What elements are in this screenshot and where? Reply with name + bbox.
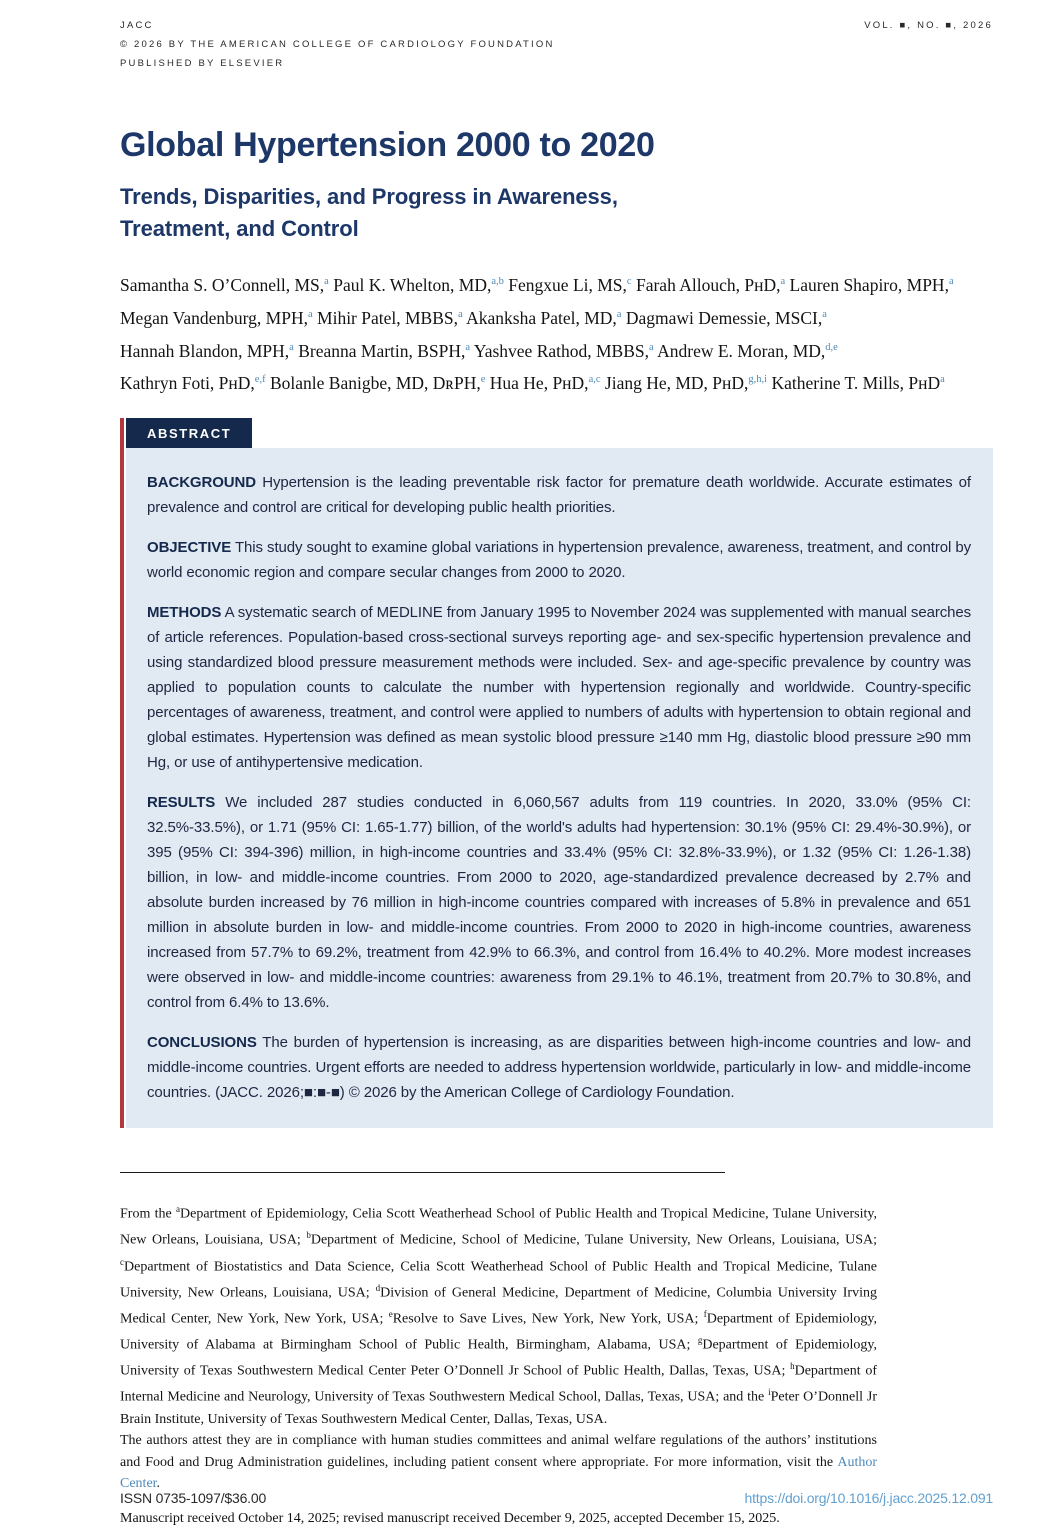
author-center-link[interactable]: Author Center	[120, 1454, 877, 1492]
affiliation-superscript: c	[626, 276, 632, 287]
subtitle-line: Treatment, and Control	[120, 216, 359, 241]
affiliation-superscript: f	[703, 1308, 707, 1319]
affiliation-superscript: g,h,i	[748, 374, 768, 386]
affiliation-superscript: a	[649, 341, 654, 353]
affiliation-superscript: a	[940, 374, 945, 386]
abstract-section-keyword: RESULTS	[147, 794, 216, 812]
author-line: Kathryn Foti, PʜD,$^{e,f}$ Bolanle Banigbe, MD, DʀPH,$^e$ Hua He, PʜD,$^{a,c}$ Jiang He, MD, PʜD,$^{g,h,i}$ Katherine T. Mills, PʜD$^a$	[120, 373, 945, 394]
author-line: Samantha S. O’Connell, MS,$^a$ Paul K. Whelton, MD,$^{a,b}$ Fengxue Li, MS,$^c$ Farah Allouch, PʜD,$^a$ Lauren Shapiro, MPH,$^a$	[120, 274, 954, 295]
abstract-section	[120, 418, 993, 1128]
affiliation-superscript: a	[176, 1204, 180, 1215]
abstract-paragraph-conclusions: CONCLUSIONS The burden of hypertension is increasing, as are disparities between high-income countries and low- and middle-income countries. Urgent efforts are needed to address hypertension worldwide, particularly in low- and middle-income countries. (JACC. 2026;■:■-■) © 2026 by the American College of Cardiology Foundation.	[147, 1034, 971, 1102]
affiliation-superscript: e,f	[254, 374, 266, 386]
footnotes	[120, 1199, 877, 1494]
article-title: Global Hypertension 2000 to 2020	[120, 126, 655, 164]
affiliation-superscript: a,c	[588, 374, 601, 386]
affiliation-superscript: a	[289, 341, 294, 353]
affiliation-superscript: c	[120, 1256, 124, 1267]
abstract-body	[126, 448, 993, 1128]
doi-container	[745, 1490, 993, 1506]
affiliation-superscript: b	[306, 1230, 311, 1241]
affiliations-paragraph: From the $^a$Department of Epidemiology, Celia Scott Weatherhead School of Public Health and Tropical Medicine, Tulane University, New Orleans, Louisiana, USA; $^b$Department of Medicine, School of Medicine, Tulane University, New Orleans, Louisiana, USA; $^c$Department of Biostatistics and Data Science, Celia Scott Weatherhead School of Public Health and Tropical Medicine, Tulane University, New Orleans, Louisiana, USA; $^d$Division of General Medicine, Department of Medicine, Columbia University Irving Medical Center, New York, New York, USA; $^e$Resolve to Save Lives, New York, New York, USA; $^f$Department of Epidemiology, University of Alabama at Birmingham School of Public Health, Birmingham, Alabama, USA; $^g$Department of Epidemiology, University of Texas Southwestern Medical Center Peter O’Donnell Jr School of Public Health, Dallas, Texas, USA; $^h$Department of Internal Medicine and Neurology, University of Texas Southwestern Medical School, Dallas, Texas, USA; and the $^i$Peter O’Donnell Jr Brain Institute, University of Texas Southwestern Medical Center, Dallas, Texas, USA.	[120, 1204, 878, 1427]
abstract-section-keyword: BACKGROUND	[147, 474, 256, 492]
subtitle-line: Trends, Disparities, and Progress in Awareness,	[120, 184, 618, 209]
affiliation-superscript: h	[790, 1361, 795, 1372]
abstract-paragraph-background: BACKGROUND Hypertension is the leading preventable risk factor for premature death worldwide. Accurate estimates of prevalence and control are critical for developing public health priorities.	[147, 474, 971, 517]
affiliation-superscript: d,e	[825, 341, 838, 353]
affiliation-superscript: a	[458, 308, 463, 320]
affiliation-superscript: a	[324, 276, 329, 287]
affiliation-superscript: a	[780, 276, 786, 287]
affiliation-superscript: e	[480, 374, 486, 386]
abstract-section-keyword: METHODS	[147, 604, 222, 622]
author-list	[120, 267, 993, 398]
journal-name: JACC	[120, 20, 154, 31]
affiliation-superscript: a	[616, 308, 622, 320]
affiliation-superscript: d	[375, 1282, 381, 1293]
article-subtitle	[120, 181, 993, 245]
affiliation-superscript: a	[948, 276, 954, 287]
issn-price: ISSN 0735-1097/$36.00	[120, 1490, 267, 1506]
affiliation-superscript: e	[388, 1308, 393, 1319]
copyright-line: © 2026 BY THE AMERICAN COLLEGE OF CARDIOLOGY FOUNDATION	[120, 39, 555, 50]
page-footer	[120, 1490, 993, 1506]
author-line: Hannah Blandon, MPH,$^a$ Breanna Martin, BSPH,$^a$ Yashvee Rathod, MBBS,$^a$ Andrew E. Moran, MD,$^{d,e}$	[120, 340, 838, 361]
affiliation-superscript: a,b	[491, 276, 504, 287]
abstract-paragraph-objective: OBJECTIVE This study sought to examine global variations in hypertension prevalence, awareness, treatment, and control by world economic region and compare secular changes from 2000 to 2020.	[147, 539, 971, 582]
affiliation-superscript: a	[307, 308, 313, 320]
masthead-left	[120, 16, 555, 73]
affiliation-superscript: i	[768, 1387, 771, 1398]
masthead	[120, 16, 993, 73]
affiliation-superscript: a	[465, 341, 471, 353]
author-line: Megan Vandenburg, MPH,$^a$ Mihir Patel, MBBS,$^a$ Akanksha Patel, MD,$^a$ Dagmawi Demessie, MSCI,$^a$	[120, 307, 827, 328]
affiliation-superscript: g	[697, 1335, 703, 1346]
abstract-section-keyword: CONCLUSIONS	[147, 1034, 257, 1052]
volume-issue: VOL. ■, NO. ■, 2026	[864, 20, 993, 31]
doi-link[interactable]: https://doi.org/10.1016/j.jacc.2025.12.091	[744, 1490, 993, 1506]
abstract-paragraph-methods: METHODS A systematic search of MEDLINE from January 1995 to November 2024 was supplemented with manual searches of article references. Population-based cross-sectional surveys reporting age- and sex-specific hypertension prevalence and using standardized blood pressure measurement methods were included. Sex- and age-specific prevalence by country was applied to population counts to calculate the number with hypertension regionally and worldwide. Country-specific percentages of awareness, treatment, and control were applied to numbers of adults with hypertension to obtain regional and global estimates. Hypertension was defined as mean systolic blood pressure ≥140 mm Hg, diastolic blood pressure ≥90 mm Hg, or use of antihypertensive medication.	[147, 604, 971, 772]
abstract-section-keyword: OBJECTIVE	[147, 539, 232, 557]
manuscript-dates: Manuscript received October 14, 2025; revised manuscript received December 9, 2025, accepted December 15, 2025.	[120, 1510, 780, 1526]
footnote-divider	[120, 1172, 725, 1173]
abstract-paragraph-results: RESULTS We included 287 studies conducted in 6,060,567 adults from 119 countries. In 2020, 33.0% (95% CI: 32.5%-33.5%), or 1.71 (95% CI: 1.65-1.77) billion, of the world's adults had hypertension: 30.1% (95% CI: 29.4%-30.9%), or 395 (95% CI: 394-396) million, in high-income countries and 33.4% (95% CI: 32.8%-33.9%), or 1.32 (95% CI: 1.26-1.38) billion, in low- and middle-income countries. From 2000 to 2020, age-standardized prevalence decreased by 2.7% and absolute burden increased by 76 million in high-income countries compared with increases of 5.8% in prevalence and 651 million in absolute burden in low- and middle-income countries. From 2000 to 2020 in high-income countries, awareness increased from 57.7% to 69.2%, treatment from 42.9% to 66.3%, and control from 16.4% to 40.2%. More modest increases were observed in low- and middle-income countries: awareness from 29.1% to 46.1%, treatment from 20.7% to 30.8%, and control from 6.4% to 13.6%.	[147, 794, 971, 1012]
compliance-paragraph: The authors attest they are in compliance with human studies committees and animal welfare regulations of the authors’ institutions and Food and Drug Administration guidelines, including patient consent where appropriate. For more information, visit the Author Center.	[120, 1433, 877, 1492]
affiliation-superscript: a	[822, 308, 827, 320]
abstract-label: ABSTRACT	[126, 418, 252, 448]
publisher-line: PUBLISHED BY ELSEVIER	[120, 58, 285, 69]
